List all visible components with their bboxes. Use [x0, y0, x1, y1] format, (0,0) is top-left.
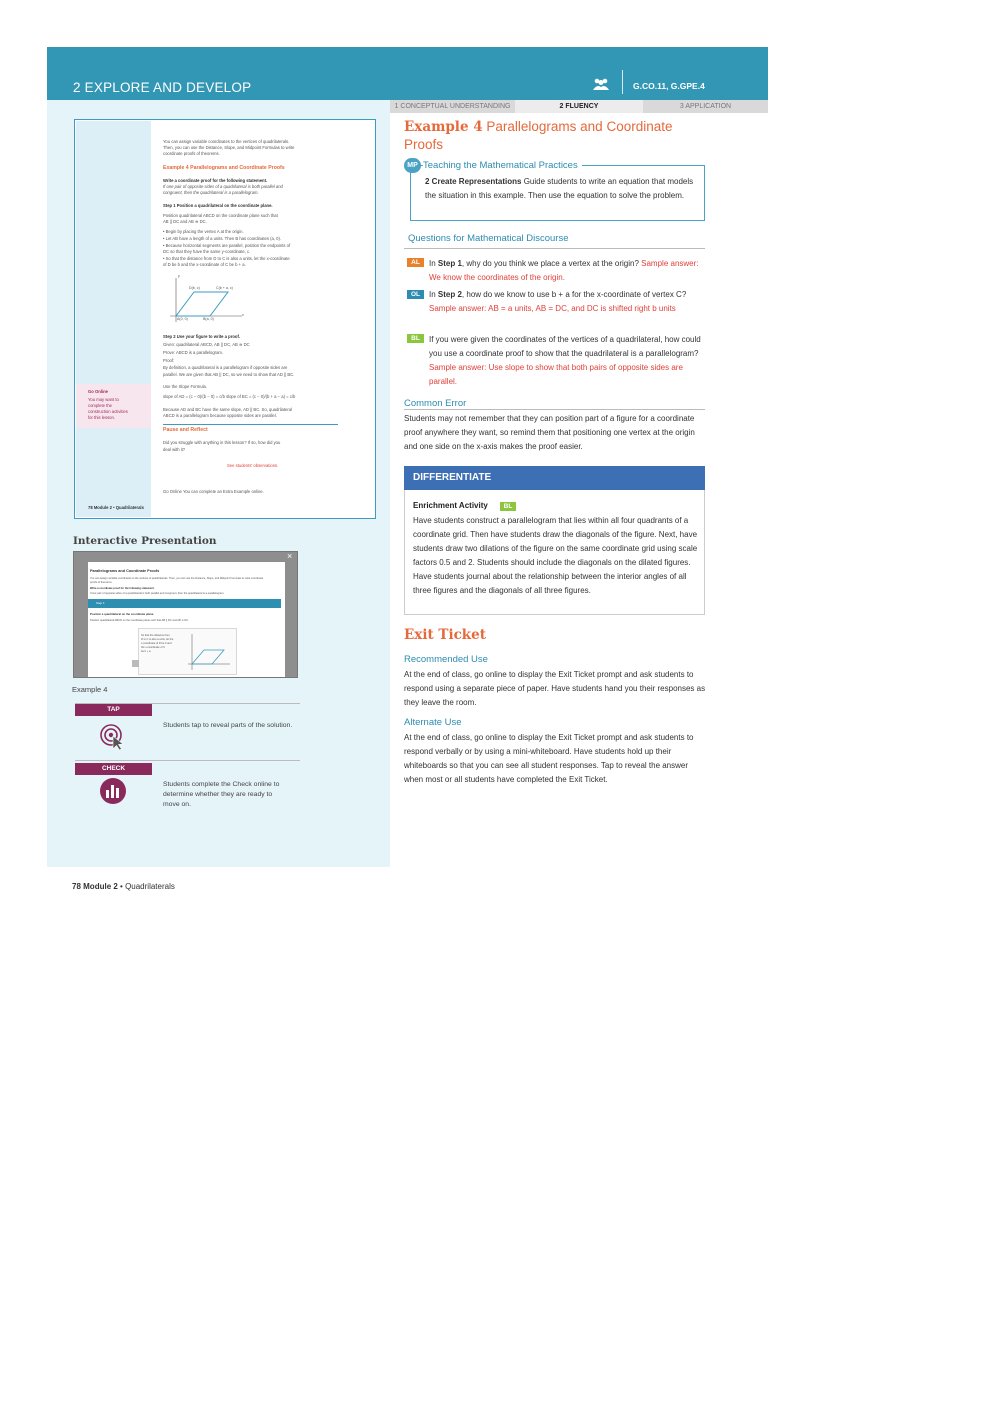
thumb-graph-label-x: x: [242, 313, 244, 317]
footer-module: Module 2: [83, 882, 118, 891]
thumb-conclusion-2: ABCD is a parallelogram because opposite sides are parallel.: [163, 413, 277, 418]
question-al: [429, 257, 705, 285]
thumb-pause-1: Did you struggle with anything in this lesson? If so, how did you: [163, 440, 281, 445]
thumb-side-go-online: Go Online: [88, 389, 109, 394]
common-error-title: Common Error: [404, 398, 467, 409]
check-rule: [75, 760, 300, 761]
enrichment-body: Have students construct a parallelogram that lies within all four quadrants of a coordinate grid. Then have students draw the diagonals of the figure. Next, have students draw two dilations of the figure on the same coordinate grid using scale factors 0.5 and 2. Students should include the diagonals on the dilated figures. Have students journal about the relationship between the interior angles of all three figures and the diagonals of all three figures.: [413, 516, 698, 595]
standards-label: G.CO.11, G.GPE.4: [633, 81, 705, 91]
ol-badge: OL: [407, 290, 424, 299]
interactive-caption: Example 4: [72, 685, 108, 694]
thumb-intro-3: coordinate proofs of theorems.: [163, 151, 220, 156]
thumb-step1-e: • Because horizontal segments are parallel, position the endpoints of: [163, 243, 291, 248]
ip-screen-if: If one pair of opposite sides of a quadrilateral is both parallel and congruent, then the quadrilateral is a parallelogram.: [90, 592, 225, 595]
ip-screen-title: Parallelograms and Coordinate Proofs: [90, 569, 160, 573]
thumb-step1-g: • So that the distance from D to C is also a units, let the x-coordinate: [163, 256, 290, 261]
bar-chart-icon: [99, 777, 127, 805]
group-icon: [592, 77, 610, 91]
thumb-step1-d: • Let AB have a length of a units. Then B has coordinates (a, 0).: [163, 236, 282, 241]
ip-screen-position: Position a quadrilateral on the coordinate plane.: [90, 612, 155, 616]
thumb-graph-label-b: B(a, 0): [203, 317, 214, 321]
footer-separator: •: [117, 882, 126, 891]
thumb-see-observations: See students' observations.: [227, 463, 279, 468]
ip-prev-arrow-icon[interactable]: [132, 660, 139, 667]
ip-screen-line-1: You can assign variable coordinates to the vertices of quadrilaterals. Then, you can use the Distance, Slope, and Midpoint Formulas to write coordinate: [90, 577, 264, 580]
ip-box-line-2: D to C is also a units, let the: [141, 638, 174, 641]
answer-ol: Sample answer: AB = a units, AB = DC, and DC is shifted right b units: [429, 304, 676, 313]
check-description-1: Students complete the Check online to: [163, 781, 280, 788]
mathematical-practices-title: Teaching the Mathematical Practices: [423, 160, 582, 171]
al-badge: AL: [407, 258, 424, 267]
q-al-step: Step 1: [437, 259, 462, 268]
bl-badge: BL: [407, 334, 424, 343]
thumb-prove: Prove: ABCD is a parallelogram.: [163, 350, 224, 355]
thumb-rule: [163, 424, 338, 425]
answer-bl: Sample answer: Use slope to show that both pairs of opposite sides are parallel.: [429, 363, 683, 386]
ip-screen-position-2: Position quadrilateral ABCD on the coordinate plane such that AB || DC and AB ≅ DC.: [90, 619, 189, 622]
ip-box-line-1: So that the distance from: [141, 634, 170, 637]
check-badge: CHECK: [75, 763, 152, 775]
thumb-step1-f: DC so that they have the same y-coordinate, c.: [163, 249, 251, 254]
section-title: 2 EXPLORE AND DEVELOP: [73, 80, 252, 95]
q-ol-step: Step 2: [437, 290, 462, 299]
thumb-proof-1: By definition, a quadrilateral is a parallelogram if opposite sides are: [163, 365, 288, 370]
thumb-write-statement: Write a coordinate proof for the following statement.: [163, 178, 268, 183]
q-bl-text: If you were given the coordinates of the vertices of a quadrilateral, how could you use a coordinate proof to show that the quadrilateral is a parallelogram?: [429, 335, 701, 358]
discourse-rule: [404, 248, 705, 249]
thumb-go-online-line: Go Online You can complete an Extra Example online.: [163, 489, 264, 494]
question-bl: [429, 333, 705, 389]
check-description-3: move on.: [163, 801, 191, 808]
mp-lead: 2 Create Representations: [425, 177, 522, 186]
alternate-use-body: At the end of class, go online to display the Exit Ticket prompt and ask students to respond verbally or by using a mini-whiteboard. Have students hold up their whiteboards so that you can see all student responses. Tap to reveal the answer when most or all students have completed the Exit Ticket.: [404, 733, 694, 784]
recommended-use-title: Recommended Use: [404, 654, 488, 665]
tab-conceptual-understanding[interactable]: 1 CONCEPTUAL UNDERSTANDING: [394, 103, 511, 110]
discourse-title: Questions for Mathematical Discourse: [408, 233, 569, 244]
check-description: [163, 780, 279, 810]
differentiate-title: DIFFERENTIATE: [404, 466, 705, 490]
thumb-graph-label-a: A(0, 0): [177, 317, 188, 321]
example-label: Example 4: [404, 119, 483, 135]
thumb-step1-c: • Begin by placing the vertex A at the origin.: [163, 229, 244, 234]
interactive-presentation-title: Interactive Presentation: [73, 535, 217, 547]
q-al-pre: In: [429, 259, 438, 268]
answer-al: Sample answer: We know the coordinates of the origin.: [429, 259, 699, 282]
thumb-proof-2: parallel. We are given that AB || DC, so we need to show that AD || BC.: [163, 372, 295, 377]
ip-step-label: Step 1: [96, 601, 105, 605]
ip-screen-write: Write a coordinate proof for the following statement.: [90, 587, 155, 590]
example-heading: [404, 118, 709, 153]
thumb-intro-2: Then, you can use the Distance, Slope, and Midpoint Formulas to write: [163, 145, 295, 150]
thumb-slope-formula: Use the Slope Formula.: [163, 384, 207, 389]
mp-badge-icon: MP: [404, 158, 421, 173]
tab-application[interactable]: 3 APPLICATION: [679, 103, 732, 110]
tab-fluency[interactable]: 2 FLUENCY: [515, 100, 643, 113]
page-footer: [72, 882, 175, 891]
thumb-step1-h: of D be b and the x-coordinate of C be b + a.: [163, 262, 246, 267]
exit-ticket-title: Exit Ticket: [404, 627, 486, 643]
close-icon[interactable]: ×: [287, 551, 293, 561]
thumb-step-1: Step 1 Position a quadrilateral on the coordinate plane.: [163, 203, 273, 208]
ip-screen-line-2: proofs of theorems.: [90, 581, 113, 584]
header-divider: [622, 70, 623, 94]
thumb-graph-label-y: y: [178, 274, 180, 278]
thumb-conclusion-1: Because AD and BC have the same slope, AD || BC. So, quadrilateral: [163, 407, 293, 412]
thumb-graph-label-d: D(b, c): [189, 286, 200, 290]
thumb-side-2: complete the: [88, 403, 112, 408]
thumb-statement-1: If one pair of opposite sides of a quadrilateral is both parallel and: [163, 184, 283, 189]
ip-box-line-5: be b + a.: [141, 650, 152, 653]
thumb-intro-1: You can assign variable coordinates to the vertices of quadrilaterals.: [163, 139, 290, 144]
footer-topic: Quadrilaterals: [125, 882, 175, 891]
tap-badge: TAP: [75, 704, 152, 716]
common-error-rule: [404, 409, 705, 410]
question-ol: [429, 288, 705, 316]
q-al-post: , why do you think we place a vertex at the origin?: [461, 259, 642, 268]
page-number: 78: [72, 882, 81, 891]
ip-step-bar[interactable]: [88, 599, 281, 608]
thumb-step-2: Step 2 Use your figure to write a proof.: [163, 334, 241, 339]
check-description-2: determine whether they are ready to: [163, 791, 273, 798]
thumb-statement-2: congruent, then the quadrilateral is a parallelogram.: [163, 190, 259, 195]
thumb-side-3: construction activities: [88, 409, 128, 414]
recommended-use-body: At the end of class, go online to display the Exit Ticket prompt and ask students to respond using a separate piece of paper. Have students hand you their responses as they leave the room.: [404, 670, 706, 707]
thumbnail-sidebar: [76, 121, 151, 517]
mp-text: Guide students to write an equation that models the situation in this example. Then use the equation to solve the problem.: [425, 177, 694, 200]
enrichment-title: Enrichment Activity: [413, 501, 488, 510]
enrichment-bl-badge: BL: [500, 502, 516, 511]
q-ol-post: , how do we know to use b + a for the x-coordinate of vertex C?: [461, 290, 687, 299]
ip-box-line-3: x-coordinate of D be b and: [141, 642, 172, 645]
thumb-step1-a: Position quadrilateral ABCD on the coordinate plane such that: [163, 213, 278, 218]
mathematical-practices-body: [425, 175, 700, 203]
thumb-side-4: for this lesson.: [88, 415, 115, 420]
thumb-side-1: You may want to: [88, 397, 119, 402]
thumb-graph-label-c: C(b + a, c): [216, 286, 233, 290]
thumb-footer: 78 Module 2 • Quadrilaterals: [88, 505, 144, 510]
tap-icon: [99, 723, 127, 751]
thumb-pause-reflect: Pause and Reflect: [163, 427, 208, 433]
thumb-example-title: Example 4 Parallelograms and Coordinate Proofs: [163, 165, 285, 171]
ip-parallelogram-graph: [188, 632, 230, 672]
common-error-body: Students may not remember that they can position part of a figure for a coordinate proof anywhere they want, so remind them that positioning one vertex at the origin and one side on the x-axis makes the proof easier.: [404, 414, 695, 451]
thumb-proof: Proof:: [163, 358, 175, 363]
tab-strip: [390, 100, 768, 113]
alternate-use-title: Alternate Use: [404, 717, 462, 728]
q-ol-pre: In: [429, 290, 438, 299]
tap-description: Students tap to reveal parts of the solution.: [163, 722, 293, 729]
example-title: Parallelograms and Coordinate Proofs: [404, 119, 673, 152]
thumb-slope-calc: slope of AD = (c − 0)/(b − 0) = c/b slope of BC = (c − 0)/(b + a − a) = c/b: [163, 394, 296, 399]
ip-box-line-4: the x-coordinate of C: [141, 646, 166, 649]
thumb-pause-2: deal with it?: [163, 447, 186, 452]
thumb-given: Given: quadrilateral ABCD, AB || DC, AB ≅ DC: [163, 342, 250, 347]
thumb-step1-b: AB || DC and AB ≅ DC.: [163, 219, 207, 224]
